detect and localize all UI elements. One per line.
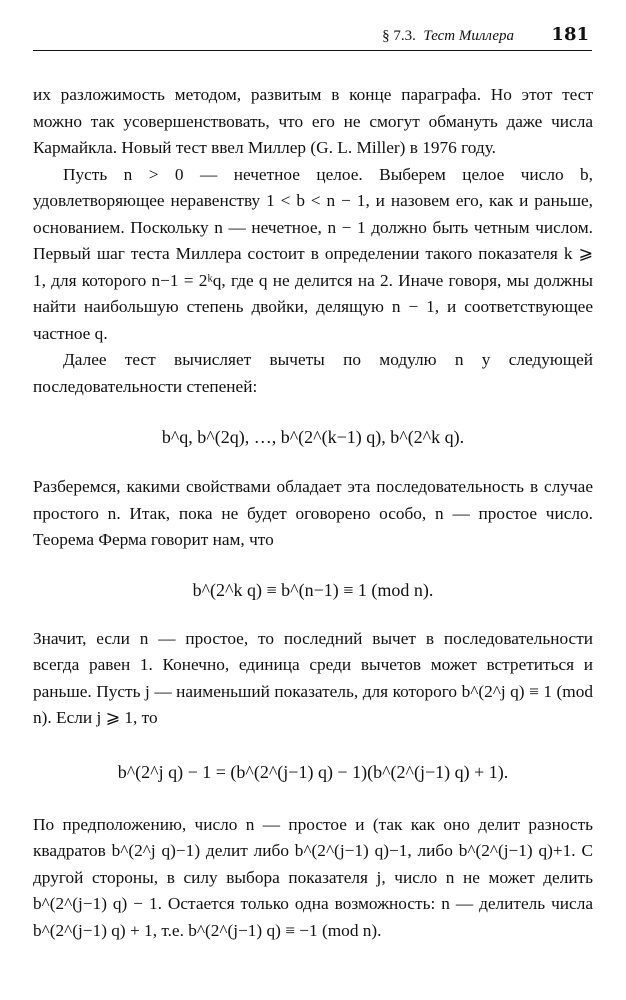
section-label — [382, 28, 514, 45]
running-header — [33, 22, 592, 51]
paragraph-1: их разложимость методом, развитым в конце параграфа. Но этот тест можно так усовершенствовать, что его не смогут обмануть даже числа Кармайкла. Новый тест ввел Миллер (G. L. Miller) в 1976 году. — [33, 85, 593, 157]
section-title: Тест Миллера — [423, 28, 514, 44]
page-number: 181 — [551, 24, 589, 45]
formula-difference-of-squares: b^(2^j q) − 1 = (b^(2^(j−1) q) − 1)(b^(2^(j−1) q) + 1). — [117, 761, 509, 782]
paragraph-5: Значит, если n — простое, то последний вычет в последовательности всегда равен 1. Конечно, единица среди вычетов может встретиться и раньше. Пусть j — наименьший показатель, для которого b^(2^j q) ≡ 1 (mod n). Если j ⩾ 1, то — [33, 628, 593, 727]
paragraph-3: Далее тест вычисляет вычеты по модулю n у следующей последовательности степеней: — [33, 350, 593, 396]
paragraph-2: Пусть n > 0 — нечетное целое. Выберем целое число b, удовлетворяющее неравенству 1 < b < n − 1, и назовем его, как и раньше, основанием. Поскольку n — нечетное, n − 1 должно быть четным числом. Первый шаг теста Миллера состоит в определении такого показателя k ⩾ 1, для которого n−1 = 2ᵏq, где q не делится на 2. Иначе говоря, мы должны найти наибольшую степень двойки, делящую n − 1, и соответствующее частное q. — [33, 164, 593, 343]
formula-power-sequence: b^q, b^(2q), …, b^(2^(k−1) q), b^(2^k q). — [161, 427, 465, 447]
page-body — [33, 82, 593, 944]
paragraph-4: Разберемся, какими свойствами обладает эта последовательность в случае простого n. Итак, пока не будет оговорено особо, n — простое число. Теорема Ферма говорит нам, что — [33, 477, 593, 549]
paragraph-6: По предположению, число n — простое и (так как оно делит разность квадратов b^(2^j q)−1) делит либо b^(2^(j−1) q)−1, либо b^(2^(j−1) q)+1. С другой стороны, в силу выбора показателя j, число n не может делить b^(2^(j−1) q) − 1. Остается только одна возможность: n — делитель числа b^(2^(j−1) q) + 1, т.е. b^(2^(j−1) q) ≡ −1 (mod n). — [33, 814, 593, 940]
section-number: § 7.3. — [382, 28, 416, 44]
formula-fermat: b^(2^k q) ≡ b^(n−1) ≡ 1 (mod n). — [192, 579, 434, 600]
